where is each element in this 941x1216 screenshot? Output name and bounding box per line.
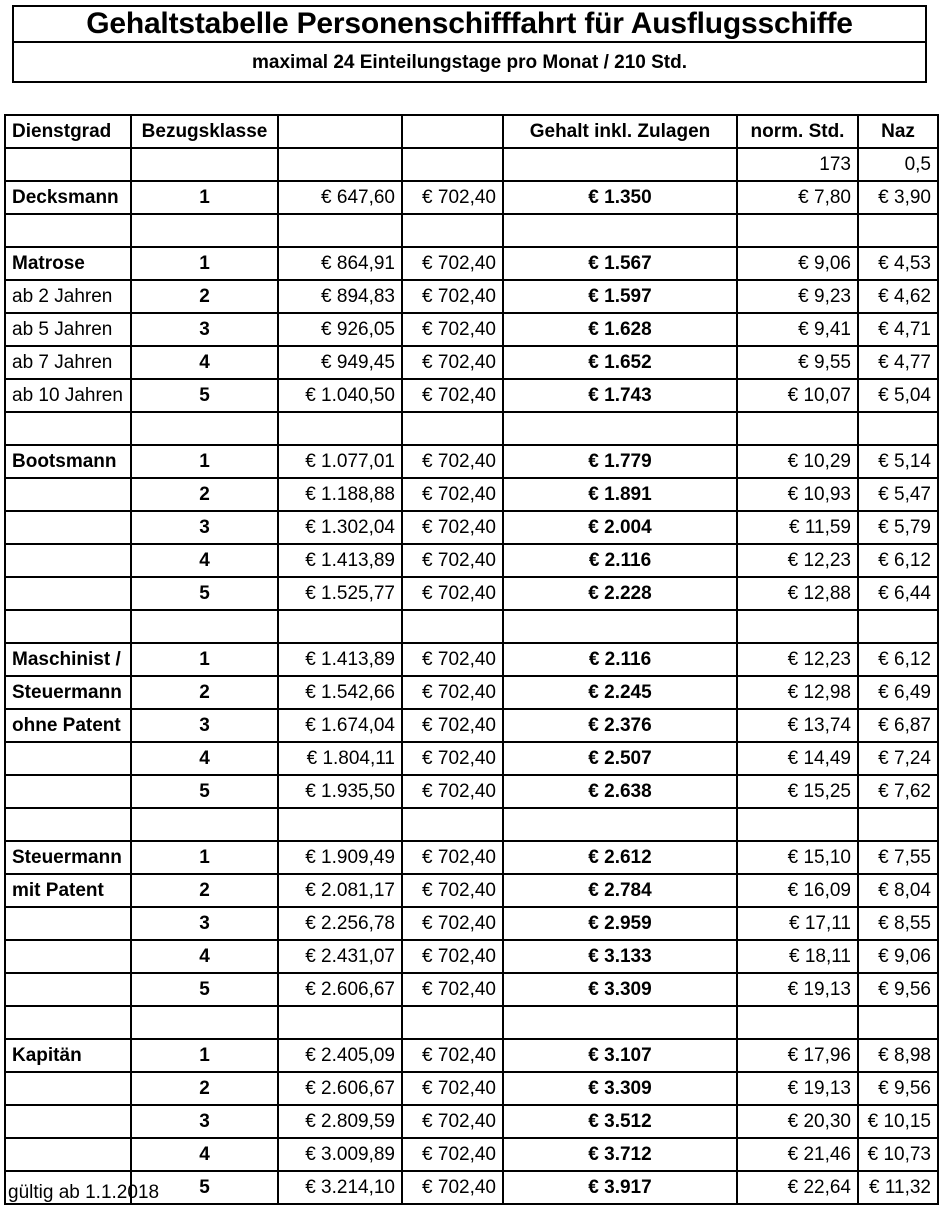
cell-bezugsklasse: 1 — [131, 643, 278, 676]
cell-bezugsklasse: 1 — [131, 1039, 278, 1072]
cell-rank — [5, 511, 131, 544]
cell-total-salary: € 1.350 — [503, 181, 737, 214]
cell-hourly-rate: € 9,41 — [737, 313, 858, 346]
divisor-base — [278, 148, 402, 181]
cell-supplement: € 702,40 — [402, 1039, 503, 1072]
cell-bezugsklasse: 3 — [131, 1105, 278, 1138]
header-class: Bezugsklasse — [131, 115, 278, 148]
cell-base-salary: € 1.542,66 — [278, 676, 402, 709]
cell-rank: Bootsmann — [5, 445, 131, 478]
cell-naz-rate: € 8,98 — [858, 1039, 938, 1072]
cell-bezugsklasse: 5 — [131, 775, 278, 808]
table-row — [5, 907, 938, 940]
cell-rank — [5, 412, 131, 445]
cell-hourly-rate — [737, 808, 858, 841]
table-row — [5, 247, 938, 280]
cell-base-salary: € 2.809,59 — [278, 1105, 402, 1138]
cell-naz-rate: € 7,62 — [858, 775, 938, 808]
cell-supplement: € 702,40 — [402, 841, 503, 874]
cell-total-salary: € 3.917 — [503, 1171, 737, 1204]
cell-hourly-rate: € 17,96 — [737, 1039, 858, 1072]
cell-naz-rate — [858, 610, 938, 643]
cell-bezugsklasse — [131, 412, 278, 445]
cell-supplement: € 702,40 — [402, 445, 503, 478]
cell-hourly-rate: € 15,25 — [737, 775, 858, 808]
cell-supplement: € 702,40 — [402, 973, 503, 1006]
cell-total-salary: € 1.628 — [503, 313, 737, 346]
cell-bezugsklasse: 2 — [131, 874, 278, 907]
table-row — [5, 1138, 938, 1171]
divisor-total — [503, 148, 737, 181]
cell-bezugsklasse: 3 — [131, 709, 278, 742]
cell-hourly-rate: € 16,09 — [737, 874, 858, 907]
cell-total-salary: € 1.567 — [503, 247, 737, 280]
cell-naz-rate: € 9,56 — [858, 973, 938, 1006]
cell-supplement — [402, 214, 503, 247]
cell-naz-rate: € 5,79 — [858, 511, 938, 544]
table-spacer-row — [5, 214, 938, 247]
cell-rank — [5, 973, 131, 1006]
table-row — [5, 742, 938, 775]
cell-hourly-rate: € 12,98 — [737, 676, 858, 709]
cell-hourly-rate: € 12,23 — [737, 544, 858, 577]
cell-naz-rate: € 3,90 — [858, 181, 938, 214]
cell-supplement: € 702,40 — [402, 676, 503, 709]
cell-supplement: € 702,40 — [402, 511, 503, 544]
cell-total-salary: € 2.228 — [503, 577, 737, 610]
cell-rank — [5, 214, 131, 247]
cell-bezugsklasse: 5 — [131, 973, 278, 1006]
cell-total-salary: € 2.612 — [503, 841, 737, 874]
cell-total-salary: € 3.712 — [503, 1138, 737, 1171]
cell-rank — [5, 577, 131, 610]
cell-total-salary: € 3.133 — [503, 940, 737, 973]
table-row — [5, 940, 938, 973]
cell-base-salary: € 926,05 — [278, 313, 402, 346]
cell-bezugsklasse: 5 — [131, 577, 278, 610]
cell-base-salary — [278, 610, 402, 643]
cell-base-salary: € 1.674,04 — [278, 709, 402, 742]
cell-supplement: € 702,40 — [402, 874, 503, 907]
cell-bezugsklasse: 1 — [131, 181, 278, 214]
cell-rank — [5, 1138, 131, 1171]
cell-naz-rate: € 7,24 — [858, 742, 938, 775]
cell-rank — [5, 742, 131, 775]
cell-base-salary: € 949,45 — [278, 346, 402, 379]
cell-base-salary: € 1.302,04 — [278, 511, 402, 544]
cell-hourly-rate: € 10,93 — [737, 478, 858, 511]
cell-supplement — [402, 412, 503, 445]
cell-base-salary — [278, 214, 402, 247]
cell-naz-rate: € 8,55 — [858, 907, 938, 940]
cell-supplement: € 702,40 — [402, 280, 503, 313]
cell-hourly-rate: € 12,23 — [737, 643, 858, 676]
cell-hourly-rate: € 10,29 — [737, 445, 858, 478]
cell-total-salary: € 1.891 — [503, 478, 737, 511]
cell-bezugsklasse: 5 — [131, 379, 278, 412]
table-spacer-row — [5, 412, 938, 445]
cell-naz-rate: € 7,55 — [858, 841, 938, 874]
cell-base-salary: € 3.009,89 — [278, 1138, 402, 1171]
cell-supplement: € 702,40 — [402, 775, 503, 808]
cell-supplement: € 702,40 — [402, 379, 503, 412]
cell-bezugsklasse: 2 — [131, 478, 278, 511]
cell-hourly-rate: € 9,55 — [737, 346, 858, 379]
cell-naz-rate: € 6,12 — [858, 643, 938, 676]
cell-rank: Matrose — [5, 247, 131, 280]
cell-rank — [5, 907, 131, 940]
cell-bezugsklasse — [131, 610, 278, 643]
cell-total-salary: € 3.309 — [503, 973, 737, 1006]
header-rank: Dienstgrad — [5, 115, 131, 148]
cell-hourly-rate — [737, 214, 858, 247]
salary-table — [4, 114, 939, 1205]
cell-rank — [5, 1006, 131, 1039]
cell-total-salary: € 1.652 — [503, 346, 737, 379]
cell-rank — [5, 775, 131, 808]
cell-supplement — [402, 1006, 503, 1039]
cell-hourly-rate — [737, 610, 858, 643]
cell-base-salary: € 647,60 — [278, 181, 402, 214]
cell-base-salary: € 2.606,67 — [278, 1072, 402, 1105]
cell-total-salary — [503, 214, 737, 247]
cell-supplement: € 702,40 — [402, 742, 503, 775]
cell-supplement: € 702,40 — [402, 643, 503, 676]
cell-supplement — [402, 610, 503, 643]
validity-note: gültig ab 1.1.2018 — [8, 1182, 160, 1203]
header-supplement — [402, 115, 503, 148]
cell-base-salary: € 2.256,78 — [278, 907, 402, 940]
table-header-row — [5, 115, 938, 148]
cell-total-salary: € 3.512 — [503, 1105, 737, 1138]
table-row — [5, 181, 938, 214]
table-row — [5, 346, 938, 379]
cell-total-salary — [503, 412, 737, 445]
cell-naz-rate: € 6,12 — [858, 544, 938, 577]
cell-rank: Steuermann — [5, 841, 131, 874]
cell-bezugsklasse: 2 — [131, 676, 278, 709]
cell-total-salary — [503, 610, 737, 643]
cell-base-salary: € 2.081,17 — [278, 874, 402, 907]
cell-base-salary — [278, 808, 402, 841]
cell-base-salary: € 864,91 — [278, 247, 402, 280]
cell-hourly-rate: € 19,13 — [737, 973, 858, 1006]
table-divisor-row — [5, 148, 938, 181]
table-row — [5, 280, 938, 313]
cell-naz-rate: € 4,71 — [858, 313, 938, 346]
cell-total-salary: € 2.245 — [503, 676, 737, 709]
table-row — [5, 709, 938, 742]
cell-supplement: € 702,40 — [402, 907, 503, 940]
cell-supplement: € 702,40 — [402, 1171, 503, 1204]
cell-supplement: € 702,40 — [402, 346, 503, 379]
cell-rank: ohne Patent — [5, 709, 131, 742]
divisor-rank — [5, 148, 131, 181]
page-subtitle: maximal 24 Einteilungstage pro Monat / 210 Std. — [252, 51, 687, 73]
cell-total-salary: € 2.959 — [503, 907, 737, 940]
cell-hourly-rate: € 9,06 — [737, 247, 858, 280]
cell-naz-rate: € 6,49 — [858, 676, 938, 709]
table-row — [5, 577, 938, 610]
table-row — [5, 775, 938, 808]
divisor-hours: 173 — [737, 148, 858, 181]
cell-hourly-rate: € 17,11 — [737, 907, 858, 940]
cell-hourly-rate: € 12,88 — [737, 577, 858, 610]
cell-naz-rate: € 4,53 — [858, 247, 938, 280]
cell-naz-rate: € 10,15 — [858, 1105, 938, 1138]
cell-naz-rate: € 5,47 — [858, 478, 938, 511]
cell-bezugsklasse: 2 — [131, 1072, 278, 1105]
cell-rank — [5, 940, 131, 973]
cell-rank: Decksmann — [5, 181, 131, 214]
table-row — [5, 511, 938, 544]
cell-base-salary: € 1.804,11 — [278, 742, 402, 775]
cell-rank: ab 5 Jahren — [5, 313, 131, 346]
cell-naz-rate: € 6,87 — [858, 709, 938, 742]
cell-bezugsklasse: 1 — [131, 247, 278, 280]
cell-rank — [5, 544, 131, 577]
cell-naz-rate: € 4,77 — [858, 346, 938, 379]
cell-bezugsklasse: 3 — [131, 907, 278, 940]
cell-total-salary: € 3.107 — [503, 1039, 737, 1072]
cell-hourly-rate: € 18,11 — [737, 940, 858, 973]
cell-hourly-rate: € 21,46 — [737, 1138, 858, 1171]
cell-bezugsklasse: 2 — [131, 280, 278, 313]
cell-bezugsklasse — [131, 1006, 278, 1039]
cell-hourly-rate: € 15,10 — [737, 841, 858, 874]
cell-naz-rate — [858, 412, 938, 445]
cell-supplement: € 702,40 — [402, 181, 503, 214]
cell-hourly-rate: € 7,80 — [737, 181, 858, 214]
cell-hourly-rate — [737, 1006, 858, 1039]
cell-bezugsklasse: 4 — [131, 940, 278, 973]
cell-total-salary: € 2.784 — [503, 874, 737, 907]
cell-naz-rate: € 8,04 — [858, 874, 938, 907]
cell-base-salary: € 1.077,01 — [278, 445, 402, 478]
cell-rank — [5, 610, 131, 643]
subtitle-box — [12, 43, 927, 83]
table-row — [5, 478, 938, 511]
divisor-supplement — [402, 148, 503, 181]
cell-naz-rate: € 9,06 — [858, 940, 938, 973]
title-box — [12, 5, 927, 43]
cell-total-salary — [503, 808, 737, 841]
cell-naz-rate: € 9,56 — [858, 1072, 938, 1105]
cell-rank: Steuermann — [5, 676, 131, 709]
cell-supplement: € 702,40 — [402, 940, 503, 973]
header-base — [278, 115, 402, 148]
cell-bezugsklasse: 4 — [131, 346, 278, 379]
cell-rank: ab 7 Jahren — [5, 346, 131, 379]
cell-hourly-rate: € 14,49 — [737, 742, 858, 775]
cell-base-salary: € 2.405,09 — [278, 1039, 402, 1072]
cell-bezugsklasse: 3 — [131, 313, 278, 346]
cell-supplement: € 702,40 — [402, 1105, 503, 1138]
cell-naz-rate — [858, 1006, 938, 1039]
cell-base-salary: € 1.413,89 — [278, 643, 402, 676]
cell-bezugsklasse: 1 — [131, 445, 278, 478]
cell-naz-rate: € 10,73 — [858, 1138, 938, 1171]
cell-supplement: € 702,40 — [402, 478, 503, 511]
cell-total-salary: € 1.779 — [503, 445, 737, 478]
cell-bezugsklasse: 5 — [131, 1171, 278, 1204]
cell-rank — [5, 1072, 131, 1105]
header-hours: norm. Std. — [737, 115, 858, 148]
cell-naz-rate — [858, 214, 938, 247]
cell-rank: ab 10 Jahren — [5, 379, 131, 412]
header-naz: Naz — [858, 115, 938, 148]
cell-total-salary: € 2.507 — [503, 742, 737, 775]
cell-hourly-rate: € 13,74 — [737, 709, 858, 742]
salary-table-body — [5, 115, 938, 1204]
cell-bezugsklasse — [131, 808, 278, 841]
cell-hourly-rate — [737, 412, 858, 445]
table-row — [5, 973, 938, 1006]
cell-naz-rate — [858, 808, 938, 841]
cell-base-salary: € 1.935,50 — [278, 775, 402, 808]
cell-supplement: € 702,40 — [402, 709, 503, 742]
cell-total-salary: € 3.309 — [503, 1072, 737, 1105]
cell-bezugsklasse: 3 — [131, 511, 278, 544]
divisor-naz: 0,5 — [858, 148, 938, 181]
cell-base-salary: € 1.188,88 — [278, 478, 402, 511]
cell-rank: ab 2 Jahren — [5, 280, 131, 313]
cell-rank: Maschinist / — [5, 643, 131, 676]
cell-rank — [5, 478, 131, 511]
table-row — [5, 643, 938, 676]
table-row — [5, 379, 938, 412]
cell-hourly-rate: € 10,07 — [737, 379, 858, 412]
cell-supplement — [402, 808, 503, 841]
cell-total-salary — [503, 1006, 737, 1039]
table-row — [5, 676, 938, 709]
table-spacer-row — [5, 808, 938, 841]
cell-hourly-rate: € 20,30 — [737, 1105, 858, 1138]
cell-base-salary: € 1.413,89 — [278, 544, 402, 577]
cell-bezugsklasse: 4 — [131, 1138, 278, 1171]
cell-rank — [5, 1105, 131, 1138]
cell-rank: Kapitän — [5, 1039, 131, 1072]
cell-naz-rate: € 5,14 — [858, 445, 938, 478]
table-spacer-row — [5, 1006, 938, 1039]
cell-hourly-rate: € 11,59 — [737, 511, 858, 544]
cell-total-salary: € 2.116 — [503, 544, 737, 577]
cell-base-salary: € 1.040,50 — [278, 379, 402, 412]
table-row — [5, 874, 938, 907]
table-row — [5, 1039, 938, 1072]
cell-total-salary: € 2.116 — [503, 643, 737, 676]
cell-base-salary: € 2.606,67 — [278, 973, 402, 1006]
cell-bezugsklasse: 4 — [131, 544, 278, 577]
cell-total-salary: € 2.638 — [503, 775, 737, 808]
table-row — [5, 841, 938, 874]
cell-naz-rate: € 4,62 — [858, 280, 938, 313]
table-row — [5, 313, 938, 346]
cell-total-salary: € 1.597 — [503, 280, 737, 313]
cell-base-salary — [278, 412, 402, 445]
cell-hourly-rate: € 22,64 — [737, 1171, 858, 1204]
table-row — [5, 445, 938, 478]
cell-base-salary: € 1.909,49 — [278, 841, 402, 874]
cell-bezugsklasse — [131, 214, 278, 247]
cell-base-salary: € 3.214,10 — [278, 1171, 402, 1204]
cell-naz-rate: € 11,32 — [858, 1171, 938, 1204]
title-block — [12, 5, 927, 83]
cell-bezugsklasse: 1 — [131, 841, 278, 874]
cell-rank: mit Patent — [5, 874, 131, 907]
cell-base-salary: € 1.525,77 — [278, 577, 402, 610]
cell-total-salary: € 2.376 — [503, 709, 737, 742]
cell-supplement: € 702,40 — [402, 1138, 503, 1171]
divisor-class — [131, 148, 278, 181]
cell-supplement: € 702,40 — [402, 1072, 503, 1105]
cell-base-salary: € 894,83 — [278, 280, 402, 313]
cell-base-salary — [278, 1006, 402, 1039]
cell-supplement: € 702,40 — [402, 313, 503, 346]
page-title: Gehaltstabelle Personenschifffahrt für Ausflugsschiffe — [86, 7, 853, 40]
table-spacer-row — [5, 610, 938, 643]
cell-supplement: € 702,40 — [402, 577, 503, 610]
cell-hourly-rate: € 19,13 — [737, 1072, 858, 1105]
cell-base-salary: € 2.431,07 — [278, 940, 402, 973]
cell-naz-rate: € 6,44 — [858, 577, 938, 610]
cell-total-salary: € 1.743 — [503, 379, 737, 412]
cell-hourly-rate: € 9,23 — [737, 280, 858, 313]
cell-total-salary: € 2.004 — [503, 511, 737, 544]
table-row — [5, 1072, 938, 1105]
cell-naz-rate: € 5,04 — [858, 379, 938, 412]
cell-bezugsklasse: 4 — [131, 742, 278, 775]
cell-supplement: € 702,40 — [402, 544, 503, 577]
table-row — [5, 1105, 938, 1138]
cell-rank — [5, 808, 131, 841]
cell-supplement: € 702,40 — [402, 247, 503, 280]
salary-table-container — [4, 114, 937, 1205]
header-total: Gehalt inkl. Zulagen — [503, 115, 737, 148]
table-row — [5, 544, 938, 577]
